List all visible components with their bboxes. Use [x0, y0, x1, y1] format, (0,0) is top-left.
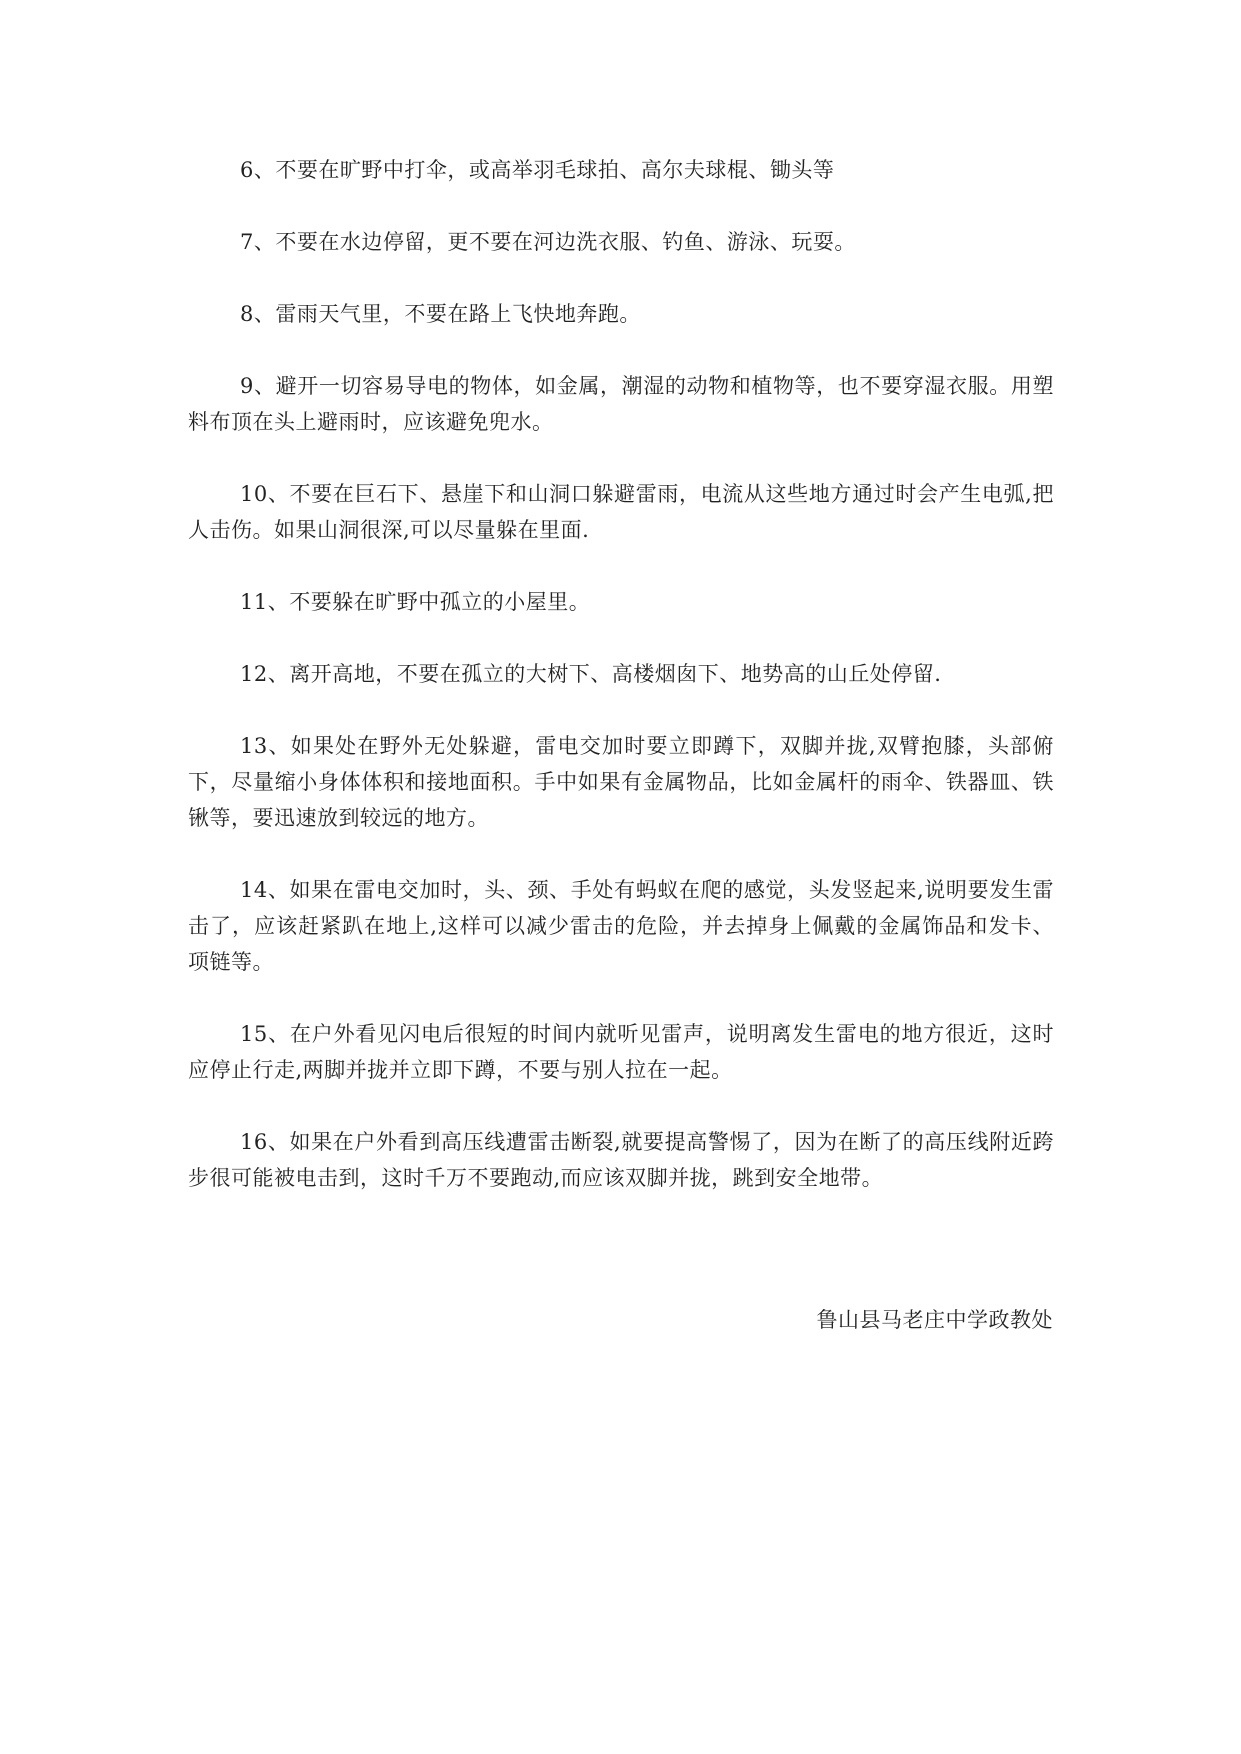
paragraph-item-7: 7、不要在水边停留，更不要在河边洗衣服、钓鱼、游泳、玩耍。 [240, 230, 856, 254]
paragraph-item-8: 8、雷雨天气里，不要在路上飞快地奔跑。 [240, 302, 641, 326]
paragraph-item-16: 16、如果在户外看到高压线遭雷击断裂,就要提高警惕了，因为在断了的高压线附近跨步很可能被电击到，这时千万不要跑动,而应该双脚并拢，跳到安全地带。 [188, 1130, 1054, 1190]
paragraph-item-15: 15、在户外看见闪电后很短的时间内就听见雷声，说明离发生雷电的地方很近，这时应停止行走,两脚并拢并立即下蹲，不要与别人拉在一起。 [188, 1022, 1054, 1082]
paragraph-item-6: 6、不要在旷野中打伞，或高举羽毛球拍、高尔夫球棍、锄头等 [240, 158, 835, 182]
document-body [188, 152, 1054, 1232]
paragraph-item-10: 10、不要在巨石下、悬崖下和山洞口躲避雷雨，电流从这些地方通过时会产生电弧,把人击伤。如果山洞很深,可以尽量躲在里面. [188, 482, 1054, 542]
paragraph-item-14: 14、如果在雷电交加时，头、颈、手处有蚂蚁在爬的感觉，头发竖起来,说明要发生雷击了，应该赶紧趴在地上,这样可以减少雷击的危险，并去掉身上佩戴的金属饰品和发卡、项链等。 [188, 878, 1054, 974]
paragraph-item-11: 11、不要躲在旷野中孤立的小屋里。 [240, 590, 591, 614]
document-signature: 鲁山县马老庄中学政教处 [816, 1308, 1053, 1332]
paragraph-item-13: 13、如果处在野外无处躲避，雷电交加时要立即蹲下，双脚并拢,双臂抱膝，头部俯下，尽量缩小身体体积和接地面积。手中如果有金属物品，比如金属杆的雨伞、铁器皿、铁锹等，要迅速放到较远的地方。 [188, 734, 1054, 830]
paragraph-item-9: 9、避开一切容易导电的物体，如金属，潮湿的动物和植物等，也不要穿湿衣服。用塑料布顶在头上避雨时，应该避免兜水。 [188, 374, 1054, 434]
paragraph-item-12: 12、离开高地，不要在孤立的大树下、高楼烟囱下、地势高的山丘处停留. [240, 662, 942, 686]
